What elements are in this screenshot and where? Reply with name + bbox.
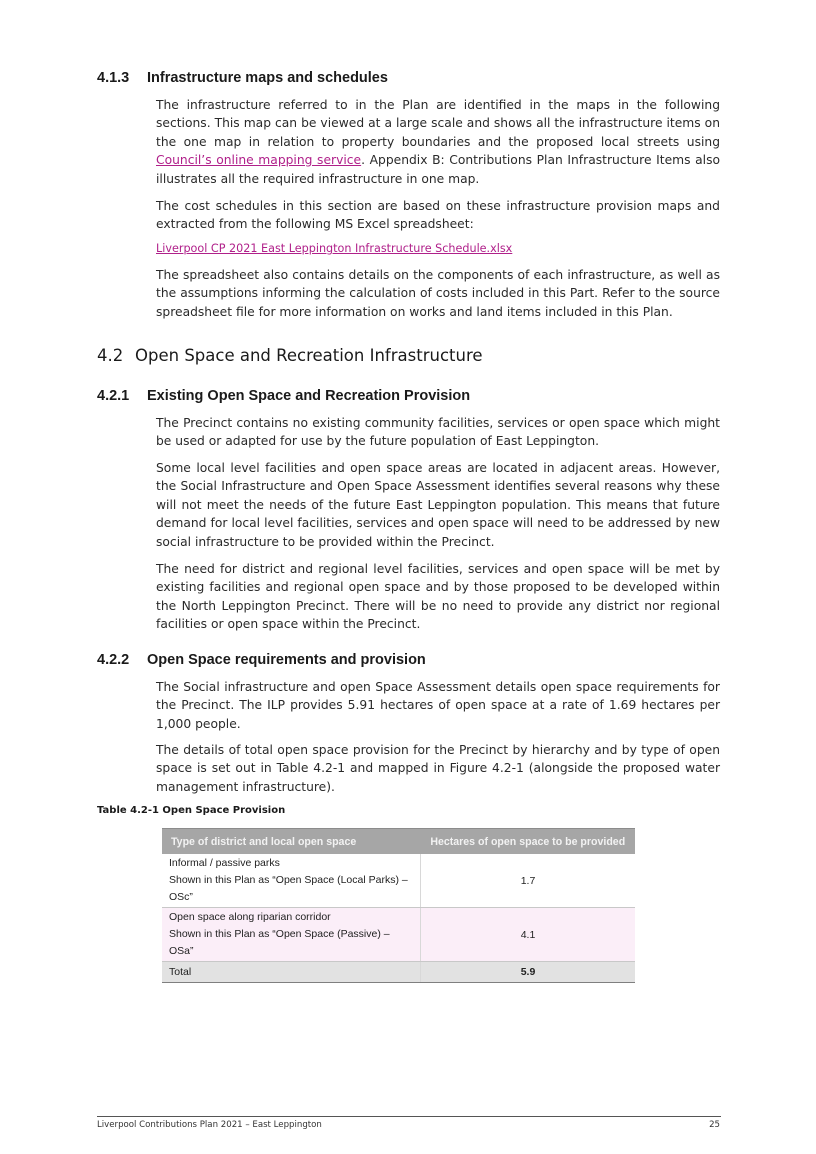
spreadsheet-file-link[interactable]: Liverpool CP 2021 East Leppington Infrastructure Schedule.xlsx (156, 242, 513, 255)
section-heading-4-2-1: 4.2.1 Existing Open Space and Recreation Provision (97, 388, 471, 404)
row-hectares-cell: 1.7 (421, 854, 636, 908)
paragraph-open-space-provision: The details of total open space provision for the Precinct by hierarchy and by type of open space is set out in Table 4.2-1 and mapped in Figure 4.2-1 (alongside the proposed water management infrastructure). (156, 743, 720, 794)
table-total-row (162, 962, 635, 983)
council-mapping-link[interactable]: Council’s online mapping service (156, 153, 362, 168)
paragraph-cost-schedules: The cost schedules in this section are based on these infrastructure provision maps and extracted from the following MS Excel spreadsheet: (156, 199, 720, 232)
table-row (162, 908, 635, 962)
paragraph-open-space-requirements: The Social infrastructure and open Space Assessment details open space requirements for the Precinct. The ILP provides 5.91 hectares of open space at a rate of 1.69 hectares per 1,000 people. (156, 680, 720, 731)
paragraph-spreadsheet-details: The spreadsheet also contains details on the components of each infrastructure, as well as the assumptions informing the calculation of costs included in this Part. Refer to the source spreadsheet file for more information on works and land items included in this Plan. (156, 268, 720, 319)
open-space-provision-table (162, 828, 635, 983)
row-hectares-cell: 4.1 (421, 908, 636, 962)
section-heading-4-2-2: 4.2.2 Open Space requirements and provision (97, 652, 426, 668)
column-header-hectares: Hectares of open space to be provided (421, 829, 636, 855)
paragraph-local-facilities: Some local level facilities and open space areas are located in adjacent areas. However, the Social Infrastructure and Open Space Assessment identifies several reasons why these will not meet the needs of the future East Leppington population. This means that future demand for local level facilities, services and open space will need to be addressed by new social infrastructure to be provided within the Precinct. (156, 461, 720, 549)
table-header-row (162, 829, 635, 855)
footer-page-number: 25 (709, 1120, 720, 1130)
row-type-cell: Open space along riparian corridor Shown in this Plan as “Open Space (Passive) – OSa” (162, 908, 421, 962)
total-value-cell: 5.9 (421, 962, 636, 983)
paragraph-existing-facilities: The Precinct contains no existing community facilities, services or open space which might be used or adapted for use by the future population of East Leppington. (156, 416, 720, 449)
footer-document-title: Liverpool Contributions Plan 2021 – East Leppington (97, 1120, 322, 1130)
table-caption: Table 4.2-1 Open Space Provision (97, 805, 286, 816)
spreadsheet-file-link-line (156, 241, 512, 257)
table-row (162, 854, 635, 908)
section-heading-4-2: 4.2 Open Space and Recreation Infrastructure (97, 346, 483, 365)
paragraph-district-regional: The need for district and regional level facilities, services and open space will be met by existing facilities and regional open space and by those proposed to be developed within the North Leppington Precinct. There will be no need to provide any district nor regional facilities or open space within the Precinct. (156, 562, 720, 632)
section-heading-4-1-3: 4.1.3 Infrastructure maps and schedules (97, 70, 388, 86)
footer-divider (97, 1116, 721, 1117)
paragraph-infrastructure-maps: The infrastructure referred to in the Plan are identified in the maps in the following sections. This map can be viewed at a large scale and shows all the infrastructure items on the one map in relation to property boundaries and the proposed local streets using Council’s online mapping service. Appendix B: Contributions Plan Infrastructure Items also illustrates all the required infrastructure in one map. (156, 98, 721, 186)
column-header-type: Type of district and local open space (162, 829, 421, 855)
row-type-cell: Informal / passive parks Shown in this Plan as “Open Space (Local Parks) – OSc” (162, 854, 421, 908)
total-label-cell: Total (162, 962, 421, 983)
